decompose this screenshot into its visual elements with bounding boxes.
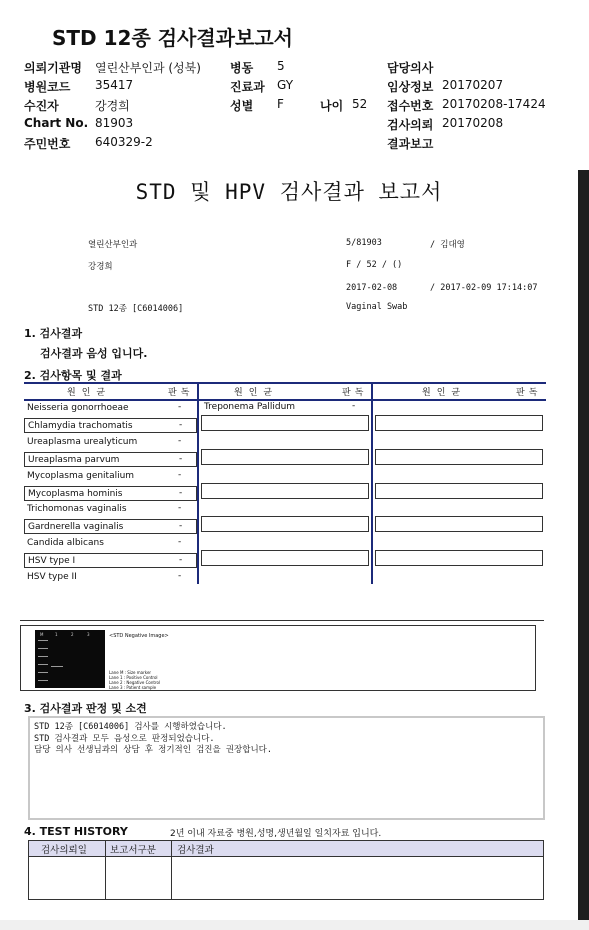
- lane-label: 2: [71, 632, 74, 637]
- chart-number: 5/81903: [346, 238, 382, 248]
- pathogen-row: [24, 553, 197, 568]
- section-2-heading: 2. 검사항목 및 결과: [24, 369, 122, 382]
- header-field-value: F: [277, 97, 284, 111]
- history-divider: [105, 841, 106, 899]
- empty-result-box: [201, 516, 369, 532]
- pathogen-row: [24, 486, 197, 501]
- hospital-name: 열린산부인과: [88, 240, 138, 250]
- received-date: 2017-02-08: [346, 283, 398, 293]
- header-field-value: GY: [277, 78, 294, 92]
- pathogen-row: [24, 435, 197, 450]
- marker-band: [38, 664, 48, 665]
- opinion-line: STD 검사결과 모두 음성으로 판정되었습니다.: [34, 734, 215, 744]
- header-field-label: 접수번호: [387, 99, 434, 113]
- header-field-value: 20170207: [442, 78, 504, 92]
- pathogen-row: [24, 401, 197, 416]
- header-field-label: 임상정보: [387, 80, 434, 94]
- result-summary: 검사결과 음성 입니다.: [40, 347, 148, 360]
- vertical-scrollbar[interactable]: [578, 170, 589, 920]
- history-divider: [171, 841, 172, 899]
- col2-item-name: Treponema Pallidum: [204, 402, 296, 412]
- pathogen-result: -: [178, 435, 182, 446]
- empty-result-box: [201, 415, 369, 431]
- test-code: STD 12종 [C6014006]: [88, 304, 184, 314]
- divider: [20, 620, 544, 621]
- pathogen-name: Trichomonas vaginalis: [27, 504, 127, 515]
- header-field-label: 나이: [320, 99, 344, 113]
- pathogen-result: -: [178, 503, 182, 514]
- specimen: Vaginal Swab: [346, 302, 408, 312]
- history-table: [28, 840, 544, 900]
- reported-date: / 2017-02-09 17:14:07: [430, 283, 538, 293]
- pathogen-result: -: [178, 469, 182, 480]
- header-title: STD 12종 검사결과보고서: [52, 26, 293, 50]
- legend-line: Lane 3 : Patient sample: [109, 685, 157, 690]
- header-field-label: 검사의뢰: [387, 118, 434, 132]
- pathogen-result: -: [179, 521, 183, 532]
- gel-image-panel: [20, 625, 536, 691]
- pathogen-row: [24, 502, 197, 517]
- pathogen-name: HSV type I: [28, 556, 76, 567]
- header-field-value: 강경희: [95, 99, 130, 113]
- header-field-value: 640329-2: [95, 135, 153, 149]
- sex-age: F / 52 / (): [346, 260, 403, 270]
- pathogen-result: -: [179, 453, 183, 464]
- marker-band: [38, 672, 48, 673]
- marker-band: [38, 656, 48, 657]
- pathogen-name: Neisseria gonorrhoeae: [27, 403, 129, 413]
- empty-result-box: [201, 483, 369, 499]
- header-field-label: 담당의사: [387, 61, 434, 75]
- pathogen-name: Chlamydia trachomatis: [28, 420, 133, 431]
- pathogen-row: [24, 570, 197, 585]
- legend-line: Lane 1 : Positive Control: [109, 675, 158, 680]
- col-result-2: 판독: [342, 388, 368, 398]
- pathogen-row: [24, 536, 197, 551]
- header-field-label: 결과보고: [387, 137, 434, 151]
- gel-image: [35, 630, 105, 688]
- pathogen-name: Gardnerella vaginalis: [28, 522, 124, 533]
- marker-band: [38, 648, 48, 649]
- pathogen-result: -: [178, 537, 182, 548]
- pathogen-name: Ureaplasma urealyticum: [27, 436, 138, 447]
- column-divider: [197, 384, 199, 584]
- pathogen-result: -: [179, 555, 183, 566]
- col-result-1: 판독: [168, 388, 194, 398]
- marker-band: [38, 680, 48, 681]
- empty-result-box: [375, 415, 543, 431]
- image-label: <STD Negative Image>: [109, 633, 169, 639]
- header-field-label: 진료과: [230, 80, 265, 94]
- header-field-label: 주민번호: [24, 137, 71, 151]
- history-header-row: [29, 841, 543, 857]
- pathogen-name: HSV type II: [27, 572, 77, 582]
- section-1-heading: 1. 검사결과: [24, 327, 83, 340]
- pathogen-result: -: [178, 571, 182, 581]
- pathogen-name: Ureaplasma parvum: [28, 454, 120, 465]
- col-result-3: 판독: [516, 388, 542, 398]
- pathogen-name: Candida albicans: [27, 538, 104, 549]
- header-field-value: 35417: [95, 78, 134, 92]
- header-field-value: 52: [352, 97, 368, 111]
- history-note: 2년 이내 자료중 병원,성명,생년월일 일치자료 입니다.: [170, 829, 382, 839]
- empty-result-box: [375, 449, 543, 465]
- empty-result-box: [375, 483, 543, 499]
- lane-label: M: [40, 632, 44, 637]
- report-title: STD 및 HPV 검사결과 보고서: [135, 180, 443, 204]
- pathogen-result: -: [179, 419, 183, 430]
- pathogen-name: Mycoplasma genitalium: [27, 470, 135, 481]
- doctor-name: / 김대영: [430, 240, 465, 250]
- header-field-value: 20170208-17424: [442, 97, 546, 111]
- header-field-value: 열린산부인과 (성북): [95, 61, 201, 75]
- opinion-line: STD 12종 [C6014006] 검사를 시행하였습니다.: [34, 722, 227, 732]
- pathogen-name: Mycoplasma hominis: [28, 488, 123, 499]
- col2-item-result: -: [352, 401, 356, 411]
- column-divider: [371, 384, 373, 584]
- col-pathogen-1: 원인균: [67, 388, 112, 398]
- header-field-label: 성별: [230, 99, 254, 113]
- patient-name: 강경희: [88, 262, 113, 272]
- legend-line: Lane 2 : Negative Control: [109, 680, 161, 685]
- pathogen-row: [24, 469, 197, 484]
- header-field-value: 81903: [95, 116, 134, 130]
- header-field-value: 5: [277, 59, 285, 73]
- header-field-value: 20170208: [442, 116, 504, 130]
- pathogen-row: [24, 418, 197, 433]
- pathogen-row: [24, 519, 197, 534]
- history-col-result: 검사결과: [177, 845, 214, 856]
- empty-result-box: [375, 550, 543, 566]
- opinion-line: 담당 의사 선생님과의 상담 후 정기적인 검진을 권장합니다.: [34, 745, 273, 755]
- col-pathogen-3: 원인균: [422, 388, 467, 398]
- pathogen-row: [24, 452, 197, 467]
- col-pathogen-2: 원인균: [234, 388, 279, 398]
- marker-band: [38, 640, 48, 641]
- history-col-type: 보고서구분: [110, 845, 156, 856]
- pathogen-result: -: [179, 487, 183, 498]
- results-table-header: [24, 382, 546, 401]
- header-field-label: 의뢰기관명: [24, 61, 82, 75]
- lane-label: 1: [55, 632, 58, 637]
- section-3-heading: 3. 검사결과 판정 및 소견: [24, 702, 147, 715]
- control-band: [51, 666, 63, 667]
- header-field-label: 병동: [230, 61, 254, 75]
- header-field-label: Chart No.: [24, 116, 89, 130]
- empty-result-box: [375, 516, 543, 532]
- header-field-label: 수진자: [24, 99, 59, 113]
- history-col-date: 검사의뢰일: [41, 845, 87, 856]
- header-field-label: 병원코드: [24, 80, 71, 94]
- lane-label: 3: [87, 632, 90, 637]
- empty-result-box: [201, 449, 369, 465]
- section-4-heading: 4. TEST HISTORY: [24, 825, 128, 838]
- empty-result-box: [201, 550, 369, 566]
- pathogen-result: -: [178, 402, 182, 412]
- legend-line: Lane M : Size marker: [109, 670, 152, 675]
